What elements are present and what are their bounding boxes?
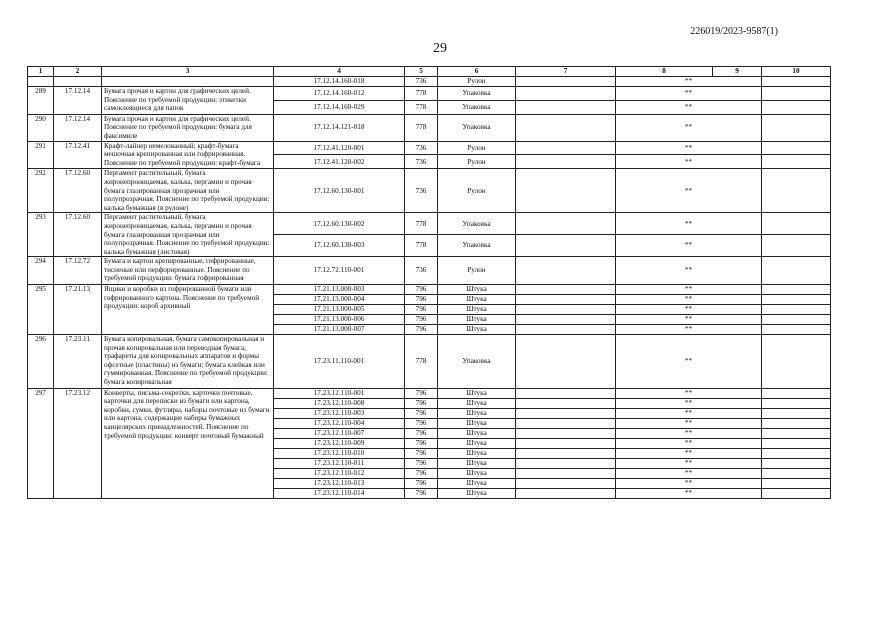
okei-code: 796 xyxy=(405,418,438,428)
item-code: 17.12.72.110-001 xyxy=(274,257,405,285)
okei-code: 778 xyxy=(405,100,438,114)
item-code: 17.23.12.110-011 xyxy=(274,458,405,468)
okpd-code: 17.21.13 xyxy=(54,285,102,335)
mark-cell: ** xyxy=(616,305,762,315)
item-code: 17.21.13.000-003 xyxy=(274,285,405,295)
row-number: 296 xyxy=(28,335,54,389)
unit-name: Рулон xyxy=(438,77,516,87)
unit-name: Упаковка xyxy=(438,213,516,235)
okei-code: 796 xyxy=(405,295,438,305)
empty-cell xyxy=(762,235,831,257)
unit-name: Упаковка xyxy=(438,87,516,101)
mark-cell: ** xyxy=(616,87,762,101)
empty-cell xyxy=(762,100,831,114)
row-number: 297 xyxy=(28,388,54,498)
empty-cell xyxy=(516,114,616,141)
item-code: 17.23.12.110-013 xyxy=(274,478,405,488)
item-code: 17.12.60.130-001 xyxy=(274,169,405,213)
column-header: 10 xyxy=(762,67,831,77)
empty-cell xyxy=(762,418,831,428)
okei-code: 778 xyxy=(405,87,438,101)
table-row xyxy=(28,77,831,87)
row-number: 291 xyxy=(28,141,54,169)
column-header: 7 xyxy=(516,67,616,77)
okei-code: 778 xyxy=(405,235,438,257)
item-code: 17.23.12.110-014 xyxy=(274,488,405,498)
unit-name: Рулон xyxy=(438,155,516,169)
okei-code: 778 xyxy=(405,114,438,141)
empty-cell xyxy=(516,438,616,448)
okei-code: 796 xyxy=(405,398,438,408)
unit-name: Рулон xyxy=(438,141,516,155)
okei-code: 736 xyxy=(405,155,438,169)
column-header: 5 xyxy=(405,67,438,77)
empty-cell xyxy=(516,398,616,408)
okpd-code: 17.23.11 xyxy=(54,335,102,389)
row-number: 293 xyxy=(28,213,54,257)
table-row xyxy=(28,213,831,235)
item-code: 17.23.11.110-001 xyxy=(274,335,405,389)
okei-code: 736 xyxy=(405,77,438,87)
mark-cell: ** xyxy=(616,235,762,257)
row-number: 289 xyxy=(28,87,54,115)
okpd-code: 17.12.60 xyxy=(54,213,102,257)
mark-cell: ** xyxy=(616,285,762,295)
item-code: 17.23.12.110-004 xyxy=(274,418,405,428)
mark-cell: ** xyxy=(616,418,762,428)
okei-code: 778 xyxy=(405,335,438,389)
empty-cell xyxy=(762,335,831,389)
column-header: 6 xyxy=(438,67,516,77)
item-code: 17.21.13.000-006 xyxy=(274,315,405,325)
item-code: 17.21.13.000-004 xyxy=(274,295,405,305)
mark-cell: ** xyxy=(616,141,762,155)
unit-name: Штука xyxy=(438,478,516,488)
okpd-code: 17.12.41 xyxy=(54,141,102,169)
item-code: 17.12.14.160-029 xyxy=(274,100,405,114)
unit-name: Штука xyxy=(438,488,516,498)
empty-cell xyxy=(762,114,831,141)
empty-cell xyxy=(516,295,616,305)
mark-cell: ** xyxy=(616,388,762,398)
column-header: 3 xyxy=(102,67,274,77)
unit-name: Штука xyxy=(438,315,516,325)
empty-cell xyxy=(516,325,616,335)
row-number xyxy=(28,77,54,87)
item-code: 17.21.13.000-005 xyxy=(274,305,405,315)
empty-cell xyxy=(516,100,616,114)
table-body xyxy=(28,77,831,499)
item-description: Бумага копировальная, бумага самокопировальная и прочая копировальная или переводная бумага; трафареты для копировальных аппаратов и формы офсетные (пластины) из бумаги; бумага клейкая или гуммированная. Пояснение по требуемой продукции: бумага копировальная xyxy=(102,335,274,389)
okei-code: 736 xyxy=(405,169,438,213)
item-description: Пергамент растительный, бумага жиронепроницаемая, калька, пергамин и прочая бумага глазированная прозрачная или полупрозрачная. Пояснение по требуемой продукции: калька бумажная (в рулоне) xyxy=(102,169,274,213)
mark-cell: ** xyxy=(616,428,762,438)
item-description: Пергамент растительный, бумага жиронепроницаемая, калька, пергамин и прочая бумага глазированная прозрачная или полупрозрачная. Пояснение по требуемой продукции: калька бумажная (листовая) xyxy=(102,213,274,257)
okei-code: 796 xyxy=(405,285,438,295)
empty-cell xyxy=(516,388,616,398)
unit-name: Штука xyxy=(438,295,516,305)
item-description: Бумага прочая и картон для графических целей. Пояснение по требуемой продукции: этикетки самоклеящиеся для папок xyxy=(102,87,274,115)
item-code: 17.23.12.110-009 xyxy=(274,438,405,448)
mark-cell: ** xyxy=(616,468,762,478)
unit-name: Штука xyxy=(438,418,516,428)
unit-name: Штука xyxy=(438,428,516,438)
empty-cell xyxy=(516,285,616,295)
column-header: 9 xyxy=(713,67,762,77)
empty-cell xyxy=(762,285,831,295)
table-row xyxy=(28,335,831,389)
empty-cell xyxy=(516,155,616,169)
unit-name: Штука xyxy=(438,305,516,315)
okei-code: 778 xyxy=(405,213,438,235)
item-code: 17.23.12.110-007 xyxy=(274,428,405,438)
item-code: 17.23.12.110-001 xyxy=(274,388,405,398)
procurement-table xyxy=(27,66,831,499)
empty-cell xyxy=(762,77,831,87)
empty-cell xyxy=(516,257,616,285)
empty-cell xyxy=(762,305,831,315)
mark-cell: ** xyxy=(616,315,762,325)
mark-cell: ** xyxy=(616,114,762,141)
item-code: 17.21.13.000-007 xyxy=(274,325,405,335)
empty-cell xyxy=(516,458,616,468)
mark-cell: ** xyxy=(616,325,762,335)
empty-cell xyxy=(516,408,616,418)
okei-code: 796 xyxy=(405,388,438,398)
empty-cell xyxy=(762,438,831,448)
empty-cell xyxy=(516,488,616,498)
empty-cell xyxy=(516,448,616,458)
empty-cell xyxy=(516,305,616,315)
okei-code: 796 xyxy=(405,428,438,438)
empty-cell xyxy=(762,155,831,169)
item-code: 17.12.41.120-002 xyxy=(274,155,405,169)
empty-cell xyxy=(516,418,616,428)
unit-name: Штука xyxy=(438,468,516,478)
empty-cell xyxy=(516,478,616,488)
item-code: 17.23.12.110-012 xyxy=(274,468,405,478)
okei-code: 796 xyxy=(405,325,438,335)
page-number: 29 xyxy=(433,41,447,56)
empty-cell xyxy=(516,213,616,235)
mark-cell: ** xyxy=(616,335,762,389)
empty-cell xyxy=(516,141,616,155)
empty-cell xyxy=(516,335,616,389)
item-description: Бумага и картон крепированные, гофрированные, тисненые или перфорированные. Пояснение по требуемой продукции: бумага гофрированная xyxy=(102,257,274,285)
unit-name: Штука xyxy=(438,438,516,448)
empty-cell xyxy=(762,488,831,498)
table-row xyxy=(28,141,831,155)
empty-cell xyxy=(762,398,831,408)
okei-code: 796 xyxy=(405,468,438,478)
empty-cell xyxy=(762,458,831,468)
mark-cell: ** xyxy=(616,398,762,408)
item-code: 17.12.14.121-018 xyxy=(274,114,405,141)
empty-cell xyxy=(516,315,616,325)
column-header: 4 xyxy=(274,67,405,77)
row-number: 290 xyxy=(28,114,54,141)
okei-code: 796 xyxy=(405,315,438,325)
mark-cell: ** xyxy=(616,438,762,448)
mark-cell: ** xyxy=(616,408,762,418)
item-code: 17.12.14.160-018 xyxy=(274,77,405,87)
empty-cell xyxy=(762,257,831,285)
item-description xyxy=(102,77,274,87)
empty-cell xyxy=(762,141,831,155)
mark-cell: ** xyxy=(616,77,762,87)
item-code: 17.23.12.110-003 xyxy=(274,408,405,418)
unit-name: Штука xyxy=(438,408,516,418)
unit-name: Штука xyxy=(438,448,516,458)
column-header: 1 xyxy=(28,67,54,77)
column-header: 2 xyxy=(54,67,102,77)
empty-cell xyxy=(762,478,831,488)
unit-name: Рулон xyxy=(438,257,516,285)
item-code: 17.23.12.110-010 xyxy=(274,448,405,458)
okpd-code: 17.12.14 xyxy=(54,87,102,115)
empty-cell xyxy=(516,169,616,213)
empty-cell xyxy=(762,468,831,478)
unit-name: Упаковка xyxy=(438,235,516,257)
empty-cell xyxy=(762,169,831,213)
mark-cell: ** xyxy=(616,169,762,213)
item-description: Крафт-лайнер немелованный; крафт-бумага мешочная крепированная или гофрированная. Пояснение по требуемой продукции: крафт-бумага xyxy=(102,141,274,169)
item-description: Ящики и коробки из гофрированной бумаги или гофрированного картона. Пояснение по требуемой продукции: короб архивный xyxy=(102,285,274,335)
item-description: Конверты, письма-секретки, карточки почтовые, карточки для переписки из бумаги или картона, коробки, сумки, футляры, наборы почтовые из бумаги или картона, содержащие наборы бумажных канцелярских принадлежностей. Пояснение по требуемой продукции: конверт почтовый бумажный xyxy=(102,388,274,498)
okpd-code: 17.12.72 xyxy=(54,257,102,285)
item-code: 17.12.14.160-012 xyxy=(274,87,405,101)
okei-code: 796 xyxy=(405,488,438,498)
okpd-code: 17.12.14 xyxy=(54,114,102,141)
empty-cell xyxy=(516,468,616,478)
okei-code: 736 xyxy=(405,257,438,285)
empty-cell xyxy=(762,295,831,305)
empty-cell xyxy=(516,87,616,101)
mark-cell: ** xyxy=(616,155,762,169)
unit-name: Упаковка xyxy=(438,114,516,141)
document-number: 226019/2023-9587(1) xyxy=(690,26,778,37)
mark-cell: ** xyxy=(616,100,762,114)
unit-name: Штука xyxy=(438,325,516,335)
mark-cell: ** xyxy=(616,458,762,468)
okpd-code: 17.23.12 xyxy=(54,388,102,498)
unit-name: Рулон xyxy=(438,169,516,213)
item-code: 17.12.60.130-002 xyxy=(274,213,405,235)
mark-cell: ** xyxy=(616,488,762,498)
table-row xyxy=(28,169,831,213)
okei-code: 796 xyxy=(405,478,438,488)
column-number-row xyxy=(28,67,831,77)
empty-cell xyxy=(762,213,831,235)
empty-cell xyxy=(762,428,831,438)
empty-cell xyxy=(516,428,616,438)
okei-code: 796 xyxy=(405,305,438,315)
mark-cell: ** xyxy=(616,448,762,458)
row-number: 294 xyxy=(28,257,54,285)
unit-name: Упаковка xyxy=(438,335,516,389)
mark-cell: ** xyxy=(616,295,762,305)
mark-cell: ** xyxy=(616,213,762,235)
item-description: Бумага прочая и картон для графических целей. Пояснение по требуемой продукции: бумага для факсимиле xyxy=(102,114,274,141)
unit-name: Штука xyxy=(438,458,516,468)
okpd-code: 17.12.60 xyxy=(54,169,102,213)
item-code: 17.12.41.120-001 xyxy=(274,141,405,155)
item-code: 17.12.60.130-003 xyxy=(274,235,405,257)
empty-cell xyxy=(762,388,831,398)
okpd-code xyxy=(54,77,102,87)
mark-cell: ** xyxy=(616,478,762,488)
okei-code: 796 xyxy=(405,438,438,448)
empty-cell xyxy=(516,235,616,257)
okei-code: 736 xyxy=(405,141,438,155)
okei-code: 796 xyxy=(405,408,438,418)
okei-code: 796 xyxy=(405,448,438,458)
okei-code: 796 xyxy=(405,458,438,468)
unit-name: Штука xyxy=(438,285,516,295)
table-row xyxy=(28,285,831,295)
empty-cell xyxy=(762,448,831,458)
unit-name: Штука xyxy=(438,398,516,408)
row-number: 295 xyxy=(28,285,54,335)
table-row xyxy=(28,257,831,285)
column-header: 8 xyxy=(616,67,713,77)
table-row xyxy=(28,388,831,398)
unit-name: Упаковка xyxy=(438,100,516,114)
table-row xyxy=(28,114,831,141)
row-number: 292 xyxy=(28,169,54,213)
empty-cell xyxy=(762,408,831,418)
mark-cell: ** xyxy=(616,257,762,285)
item-code: 17.23.12.110-008 xyxy=(274,398,405,408)
empty-cell xyxy=(516,77,616,87)
empty-cell xyxy=(762,315,831,325)
empty-cell xyxy=(762,325,831,335)
unit-name: Штука xyxy=(438,388,516,398)
empty-cell xyxy=(762,87,831,101)
table-row xyxy=(28,87,831,101)
